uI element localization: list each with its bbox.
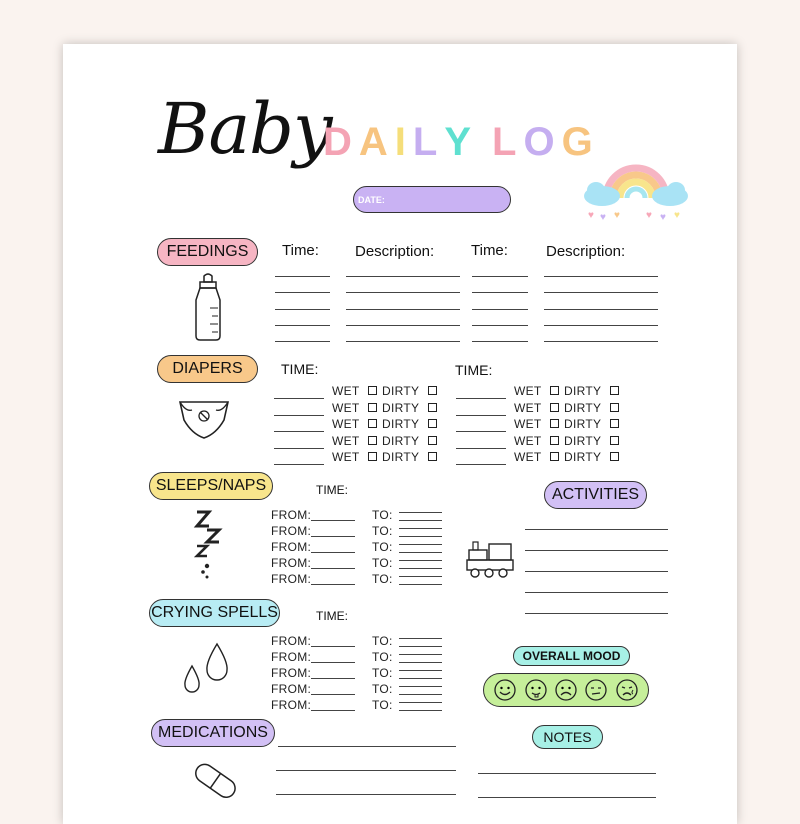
activities-label: ACTIVITIES — [544, 481, 647, 509]
from-time-line[interactable] — [311, 584, 355, 585]
playful-face-icon[interactable] — [524, 678, 548, 702]
to-time-line[interactable] — [399, 678, 442, 679]
dirty-checkbox[interactable] — [428, 436, 437, 445]
to-time-line[interactable] — [399, 584, 442, 585]
feeding-description-line[interactable] — [544, 276, 658, 277]
from-time-line[interactable] — [311, 678, 355, 679]
to-time-line[interactable] — [399, 528, 442, 529]
dirty-checkbox[interactable] — [428, 419, 437, 428]
notes-label: NOTES — [532, 725, 603, 749]
pill-icon — [188, 760, 244, 800]
to-time-line[interactable] — [399, 646, 442, 647]
dirty-label: DIRTY — [564, 450, 602, 464]
wet-checkbox[interactable] — [368, 436, 377, 445]
diaper-time-line[interactable] — [274, 398, 324, 399]
dirty-checkbox[interactable] — [428, 452, 437, 461]
to-label: TO: — [372, 572, 393, 586]
wet-checkbox[interactable] — [550, 386, 559, 395]
from-time-line[interactable] — [311, 646, 355, 647]
dirty-label: DIRTY — [564, 417, 602, 431]
wet-label: WET — [332, 400, 360, 415]
wet-label: WET — [332, 433, 360, 448]
activity-line[interactable] — [525, 613, 668, 614]
dirty-checkbox[interactable] — [610, 436, 619, 445]
diaper-time-line[interactable] — [456, 431, 506, 432]
to-label: TO: — [372, 666, 393, 680]
from-time-line[interactable] — [311, 552, 355, 553]
page-title — [323, 120, 600, 165]
dirty-checkbox[interactable] — [610, 452, 619, 461]
to-time-line[interactable] — [399, 568, 442, 569]
dirty-checkbox[interactable] — [610, 419, 619, 428]
diaper-time-line[interactable] — [456, 398, 506, 399]
to-label: TO: — [372, 698, 393, 712]
dirty-label: DIRTY — [382, 450, 420, 464]
to-time-line[interactable] — [399, 638, 442, 639]
to-time-line[interactable] — [399, 544, 442, 545]
feedings-time-header-2: Time: — [471, 242, 508, 259]
svg-text:♥: ♥ — [660, 212, 666, 223]
neutral-face-icon[interactable] — [584, 678, 608, 702]
to-time-line[interactable] — [399, 710, 442, 711]
feedings-description-header-1: Description: — [355, 243, 435, 260]
from-label: FROM: — [271, 556, 312, 570]
wet-checkbox[interactable] — [368, 452, 377, 461]
feedings-time-header-1: Time: — [282, 242, 319, 259]
overall-mood-label: OVERALL MOOD — [513, 646, 630, 666]
feeding-time-line[interactable] — [275, 292, 330, 293]
diaper-icon — [178, 398, 230, 442]
from-label: FROM: — [271, 524, 312, 538]
feeding-description-line[interactable] — [544, 309, 658, 310]
activity-line[interactable] — [525, 571, 668, 572]
svg-text:♥: ♥ — [614, 210, 620, 221]
feeding-description-line[interactable] — [346, 309, 460, 310]
diaper-time-line[interactable] — [274, 431, 324, 432]
wet-label: WET — [514, 400, 542, 415]
to-time-line[interactable] — [399, 552, 442, 553]
from-label: FROM: — [271, 634, 312, 648]
feeding-time-line[interactable] — [472, 292, 528, 293]
mood-selector — [483, 673, 649, 707]
to-time-line[interactable] — [399, 702, 442, 703]
feeding-time-line[interactable] — [275, 341, 330, 342]
feeding-description-line[interactable] — [544, 325, 658, 326]
to-time-line[interactable] — [399, 670, 442, 671]
dirty-label: DIRTY — [382, 384, 420, 398]
to-time-line[interactable] — [399, 576, 442, 577]
to-label: TO: — [372, 682, 393, 696]
from-label: FROM: — [271, 572, 312, 586]
from-time-line[interactable] — [311, 694, 355, 695]
to-time-line[interactable] — [399, 694, 442, 695]
from-label: FROM: — [271, 682, 312, 696]
from-label: FROM: — [271, 508, 312, 522]
from-label: FROM: — [271, 650, 312, 664]
wet-label: WET — [514, 417, 542, 431]
from-time-line[interactable] — [311, 662, 355, 663]
wet-label: WET — [514, 433, 542, 448]
date-field[interactable]: DATE: — [353, 186, 511, 213]
feeding-description-line[interactable] — [346, 325, 460, 326]
dirty-checkbox[interactable] — [610, 386, 619, 395]
wet-label: WET — [332, 450, 360, 464]
notes-line[interactable] — [478, 797, 656, 798]
activity-line[interactable] — [525, 550, 668, 551]
toy-train-icon — [465, 540, 515, 580]
feeding-description-line[interactable] — [544, 341, 658, 342]
title-letter: G — [561, 120, 600, 164]
feedings-description-header-2: Description: — [546, 243, 626, 260]
medication-line[interactable] — [278, 746, 456, 747]
title-letter: L — [412, 120, 445, 164]
dirty-checkbox[interactable] — [428, 386, 437, 395]
to-time-line[interactable] — [399, 520, 442, 521]
medication-line[interactable] — [276, 794, 456, 795]
activity-line[interactable] — [525, 529, 668, 530]
dirty-checkbox[interactable] — [610, 403, 619, 412]
to-label: TO: — [372, 556, 393, 570]
wet-label: WET — [332, 417, 360, 431]
notes-line[interactable] — [478, 773, 656, 774]
wet-label: WET — [514, 384, 542, 398]
svg-text:♥: ♥ — [674, 210, 680, 221]
title-letter: L — [492, 120, 524, 164]
title-letter: Y — [444, 120, 479, 164]
wet-checkbox[interactable] — [550, 436, 559, 445]
title-letter: A — [358, 120, 395, 164]
svg-text:♥: ♥ — [600, 212, 606, 223]
crying-spells-label: CRYING SPELLS — [149, 599, 280, 627]
sad-face-icon[interactable] — [554, 678, 578, 702]
script-title: Baby — [158, 88, 332, 170]
crying-time-header: TIME: — [316, 609, 348, 623]
diaper-time-line[interactable] — [456, 415, 506, 416]
wet-checkbox[interactable] — [368, 386, 377, 395]
wet-checkbox[interactable] — [368, 403, 377, 412]
upset-face-icon[interactable] — [615, 678, 639, 702]
activity-line[interactable] — [525, 592, 668, 593]
diapers-time-header-right: TIME: — [455, 362, 493, 378]
to-label: TO: — [372, 508, 393, 522]
feeding-description-line[interactable] — [346, 276, 460, 277]
medication-line[interactable] — [276, 770, 456, 771]
to-label: TO: — [372, 540, 393, 554]
feedings-label: FEEDINGS — [157, 238, 258, 266]
to-time-line[interactable] — [399, 654, 442, 655]
to-label: TO: — [372, 650, 393, 664]
from-label: FROM: — [271, 666, 312, 680]
dirty-label: DIRTY — [382, 433, 420, 448]
to-label: TO: — [372, 634, 393, 648]
diaper-time-line[interactable] — [456, 464, 506, 465]
from-time-line[interactable] — [311, 568, 355, 569]
sleeps-time-header: TIME: — [316, 483, 348, 497]
from-time-line[interactable] — [311, 536, 355, 537]
feeding-time-line[interactable] — [472, 325, 528, 326]
feeding-description-line[interactable] — [346, 292, 460, 293]
feeding-time-line[interactable] — [472, 309, 528, 310]
to-time-line[interactable] — [399, 536, 442, 537]
rainbow-icon — [580, 140, 692, 224]
to-time-line[interactable] — [399, 686, 442, 687]
dirty-checkbox[interactable] — [428, 403, 437, 412]
to-time-line[interactable] — [399, 512, 442, 513]
title-letter: I — [394, 120, 413, 164]
dirty-label: DIRTY — [382, 417, 420, 431]
wet-checkbox[interactable] — [550, 403, 559, 412]
to-time-line[interactable] — [399, 662, 442, 663]
title-letter: D — [323, 120, 359, 164]
svg-text:♥: ♥ — [588, 210, 594, 221]
feeding-time-line[interactable] — [275, 276, 330, 277]
from-label: FROM: — [271, 540, 312, 554]
dirty-label: DIRTY — [564, 400, 602, 415]
zzz-icon — [193, 508, 229, 582]
wet-label: WET — [514, 450, 542, 464]
baby-bottle-icon — [188, 272, 228, 344]
to-time-line[interactable] — [399, 560, 442, 561]
diapers-label: DIAPERS — [157, 355, 258, 383]
dirty-label: DIRTY — [564, 384, 602, 398]
dirty-label: DIRTY — [564, 433, 602, 448]
diaper-time-line[interactable] — [274, 448, 324, 449]
medications-label: MEDICATIONS — [151, 719, 275, 747]
feeding-description-line[interactable] — [346, 341, 460, 342]
wet-checkbox[interactable] — [368, 419, 377, 428]
from-time-line[interactable] — [311, 520, 355, 521]
dirty-label: DIRTY — [382, 400, 420, 415]
from-label: FROM: — [271, 698, 312, 712]
sleeps-label: SLEEPS/NAPS — [149, 472, 273, 500]
wet-label: WET — [332, 384, 360, 398]
feeding-time-line[interactable] — [472, 276, 528, 277]
title-letter: O — [523, 120, 562, 164]
feeding-time-line[interactable] — [275, 325, 330, 326]
diaper-time-line[interactable] — [456, 448, 506, 449]
wet-checkbox[interactable] — [550, 419, 559, 428]
from-time-line[interactable] — [311, 710, 355, 711]
diapers-time-header-left: TIME: — [281, 361, 319, 377]
diaper-time-line[interactable] — [274, 464, 324, 465]
diaper-time-line[interactable] — [274, 415, 324, 416]
feeding-time-line[interactable] — [275, 309, 330, 310]
svg-text:♥: ♥ — [646, 210, 652, 221]
feeding-time-line[interactable] — [472, 341, 528, 342]
teardrops-icon — [180, 640, 234, 698]
wet-checkbox[interactable] — [550, 452, 559, 461]
feeding-description-line[interactable] — [544, 292, 658, 293]
happy-face-icon[interactable] — [493, 678, 517, 702]
to-label: TO: — [372, 524, 393, 538]
